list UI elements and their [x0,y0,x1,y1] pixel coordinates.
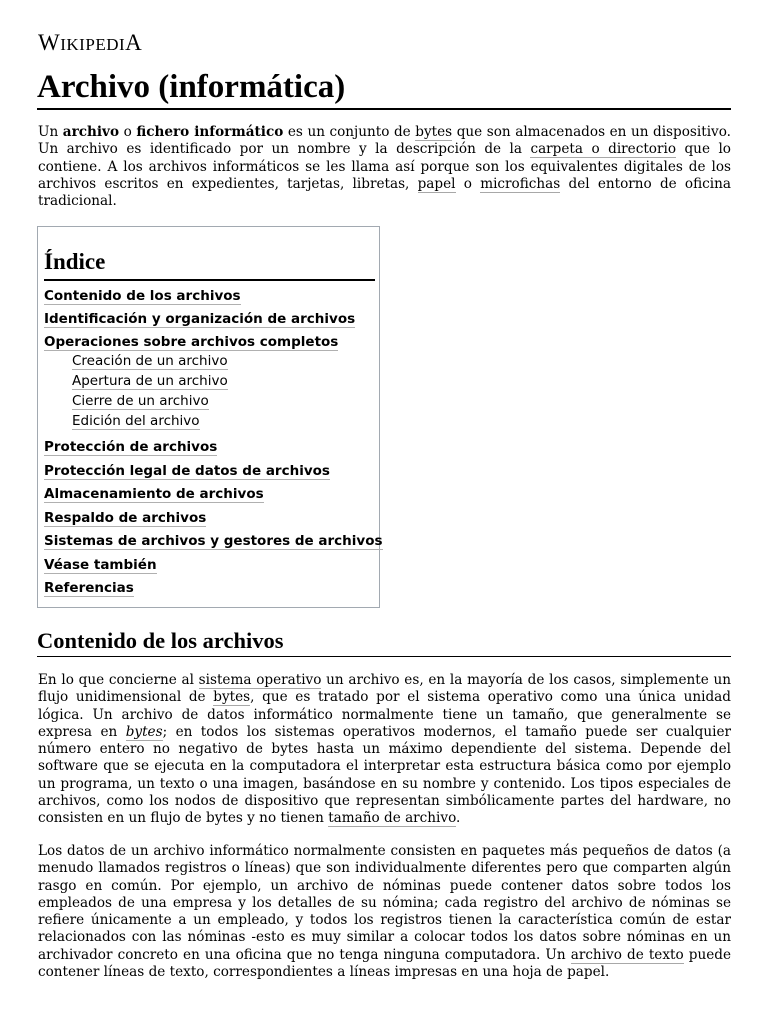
link-tamano-archivo[interactable]: tamaño de archivo [328,810,457,827]
toc-item-almacenamiento[interactable]: Almacenamiento de archivos [44,486,264,502]
link-bytes-italic[interactable]: bytes [125,723,163,740]
page-title: Archivo (informática) [37,69,346,105]
toc-subitem-creacion[interactable]: Creación de un archivo [72,353,228,369]
section-paragraph-1: En lo que concierne al sistema operativo un archivo es, en la mayoría de los casos, simplemente un flujo unidimensional de bytes, que es tratado por el sistema operativo como una única unidad lógica. Un archivo de datos informático normalmente tiene un tamaño, que generalmente se expresa en bytes; en todos los sistemas operativos modernos, el tamaño puede ser cualquier número entero no negativo de bytes hasta un máximo dependiente del sistema. Depende del software que se ejecuta en la computadora el interpretar esta estructura básica como por ejemplo un programa, un texto o una imagen, basándose en su nombre y contenido. Los tipos especiales de archivos, como los nodos de dispositivo que representan simbólicamente partes del hardware, no consisten en un flujo de bytes y no tienen tamaño de archivo. [38,672,731,827]
toc-item-identificacion[interactable]: Identificación y organización de archivos [44,311,356,327]
title-divider [37,108,731,110]
intro-paragraph: Un archivo o fichero informático es un conjunto de bytes que son almacenados en un dispositivo. Un archivo es identificado por un nombre y la descripción de la carpeta o directorio que lo contiene. A los archivos informáticos se les llama así porque son los equivalentes digitales de los archivos escritos en expedientes, tarjetas, libretas, papel o microfichas del entorno de oficina tradicional. [38,124,732,210]
toc-item-respaldo[interactable]: Respaldo de archivos [44,510,207,526]
toc-subitem-edicion[interactable]: Edición del archivo [72,413,200,429]
toc-divider [44,279,375,281]
toc-subitem-apertura[interactable]: Apertura de un archivo [72,373,228,389]
link-microfichas[interactable]: microfichas [480,175,561,192]
wikipedia-logo[interactable]: WIKIPEDIA [38,30,143,55]
toc-item-operaciones[interactable]: Operaciones sobre archivos completos [44,334,339,350]
toc-item-proteccion-legal[interactable]: Protección legal de datos de archivos [44,463,330,479]
toc-item-referencias[interactable]: Referencias [44,580,134,596]
link-archivo-texto[interactable]: archivo de texto [570,946,684,963]
toc-title: Índice [44,249,106,274]
link-bytes-2[interactable]: bytes [213,689,251,706]
table-of-contents [37,226,383,608]
section-paragraph-2: Los datos de un archivo informático normalmente consisten en paquetes más pequeños de datos (a menudo llamados registros o líneas) que son individualmente diferentes pero que comparten algún rasgo en común. Por ejemplo, un archivo de nóminas puede contener datos sobre todos los empleados de una empresa y los detalles de su nómina; cada registro del archivo de nóminas se refiere únicamente a un empleado, y todos los registros tienen la característica común de estar relacionados con las nóminas -esto es muy similar a colocar todos los datos sobre nóminas en un archivador concreto en una oficina que no tenga ninguna computadora. Un archivo de texto puede contener líneas de texto, correspondientes a líneas impresas en una hoja de papel. [38,843,731,981]
toc-item-proteccion[interactable]: Protección de archivos [44,439,218,455]
toc-item-vease[interactable]: Véase también [44,557,157,573]
section-divider [37,656,731,657]
link-bytes[interactable]: bytes [415,124,453,140]
link-carpeta-directorio[interactable]: carpeta o directorio [530,141,677,158]
link-sistema-operativo[interactable]: sistema operativo [198,672,322,688]
toc-item-contenido[interactable]: Contenido de los archivos [44,288,241,304]
toc-item-sistemas[interactable]: Sistemas de archivos y gestores de archivos [44,533,383,549]
section-heading-contenido: Contenido de los archivos [37,628,284,653]
link-papel[interactable]: papel [417,175,456,192]
term-archivo: archivo [62,124,120,140]
toc-subitem-cierre[interactable]: Cierre de un archivo [72,393,209,409]
term-fichero: fichero informático [136,124,284,140]
